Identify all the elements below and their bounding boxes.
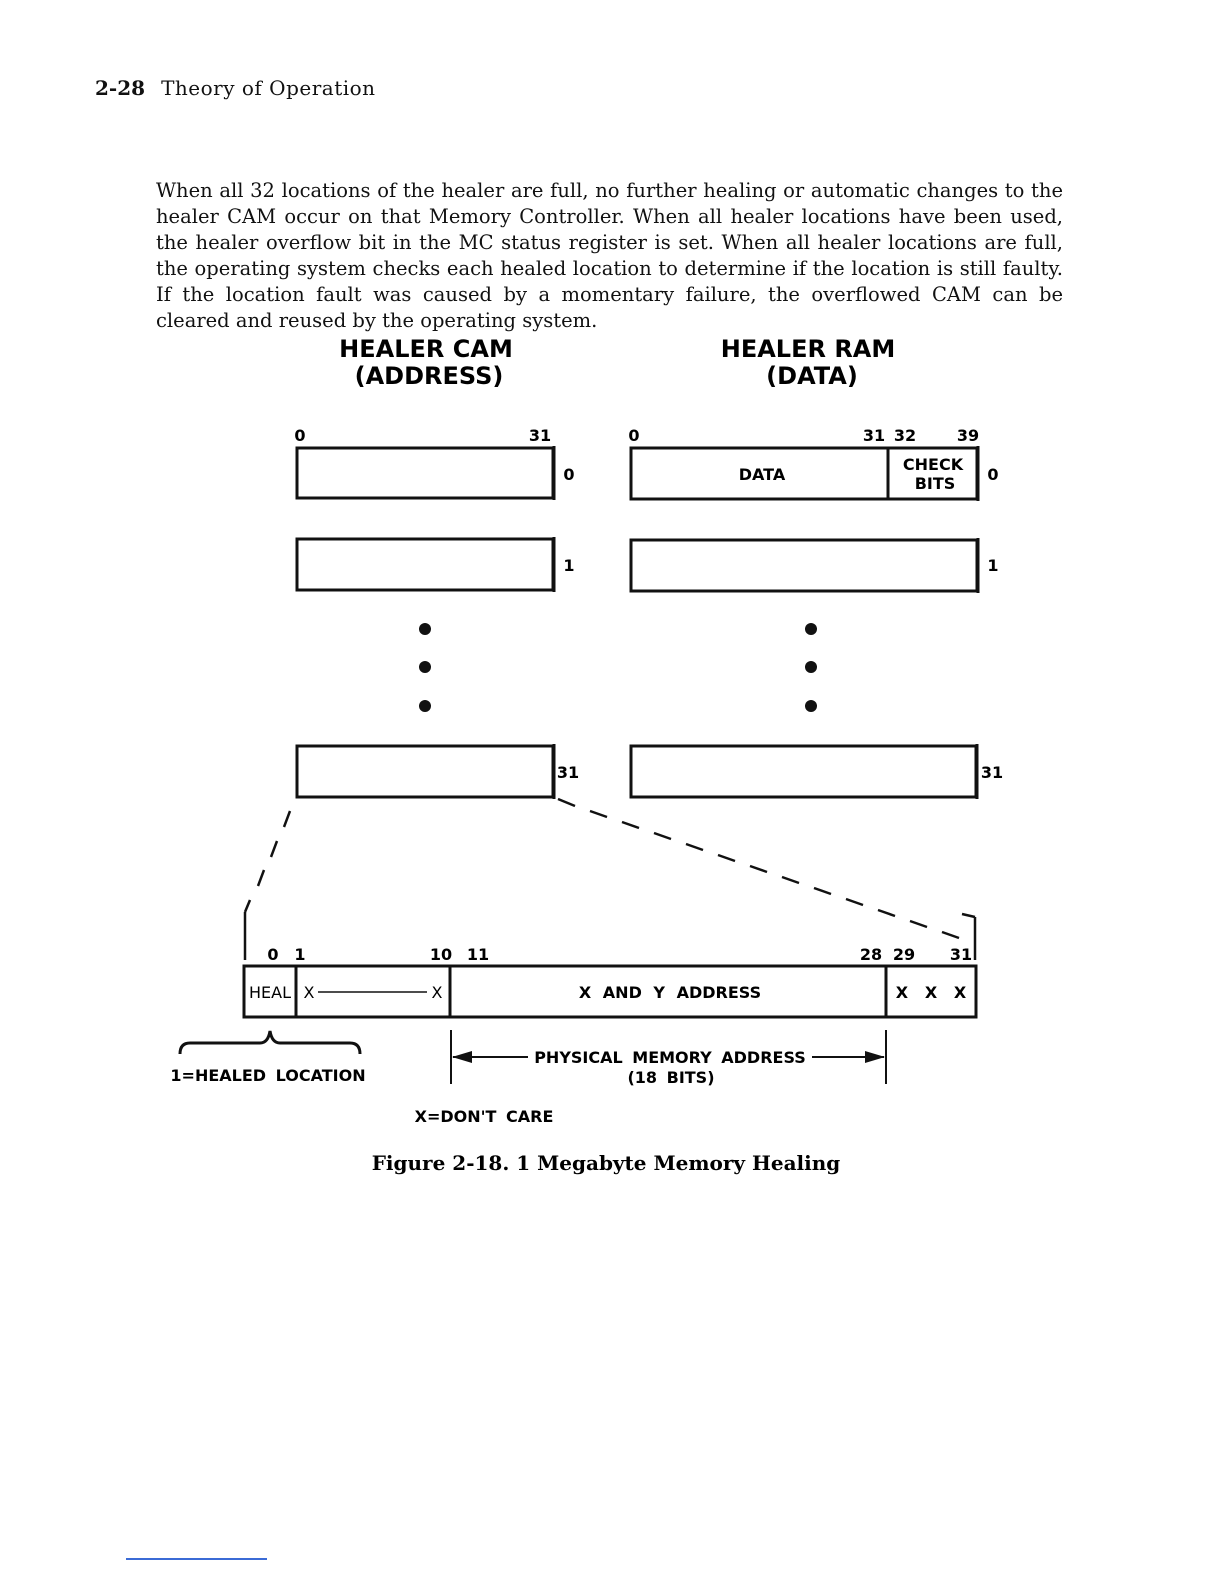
cam-entry-1 <box>297 537 554 592</box>
heal-field: HEAL <box>249 983 291 1002</box>
ram-bit-31: 31 <box>862 426 886 445</box>
heal-brace <box>180 1031 360 1054</box>
ram-bit-start: 0 <box>628 426 640 445</box>
cam-row-31: 31 <box>556 763 580 782</box>
data-label: DATA <box>738 465 786 484</box>
cam-row-1: 1 <box>563 556 575 575</box>
ram-row-0: 0 <box>987 465 999 484</box>
cam-bit-end: 31 <box>528 426 552 445</box>
dontcare-right: X <box>431 983 443 1002</box>
dontcare-left: X <box>303 983 315 1002</box>
ram-entry-1 <box>631 538 978 593</box>
addr-bit-1: 1 <box>294 945 306 964</box>
ram-entry-31 <box>631 744 977 799</box>
phys-addr-label: PHYSICAL MEMORY ADDRESS <box>534 1048 806 1067</box>
expansion-right-lines <box>558 799 975 960</box>
xy-address-field: X AND Y ADDRESS <box>578 983 762 1002</box>
addr-bit-11: 11 <box>466 945 490 964</box>
addr-bit-28: 28 <box>859 945 883 964</box>
cam-bit-start: 0 <box>294 426 306 445</box>
dont-care-note: X=DON'T CARE <box>414 1107 554 1126</box>
body-paragraph: When all 32 locations of the healer are full, no further healing or automatic changes to the healer CAM occur on that Memory Controller. When all healer locations have been used, the healer overflow bit in the MC status register is set. When all healer locations are full, the operating system checks each healed location to determine if the location is still faulty. If the location fault was caused by a momentary failure, the overflowed CAM can be cleared and reused by the operating system. <box>156 179 1063 332</box>
ram-ellipsis-dots <box>805 623 817 712</box>
ram-row-31: 31 <box>980 763 1004 782</box>
footer-rule <box>126 1558 267 1560</box>
ram-bit-32: 32 <box>893 426 917 445</box>
expansion-left-lines <box>245 811 290 960</box>
cam-entry-0 <box>297 446 554 500</box>
cam-entry-31 <box>297 744 554 799</box>
figure-caption: Figure 2-18. 1 Megabyte Memory Healing <box>371 1151 841 1175</box>
healed-location-note: 1=HEALED LOCATION <box>170 1066 366 1085</box>
addr-bit-10: 10 <box>429 945 453 964</box>
check-label: CHECK <box>902 455 964 474</box>
ram-bit-39: 39 <box>956 426 980 445</box>
addr-bit-29: 29 <box>892 945 916 964</box>
addr-bit-31: 31 <box>949 945 973 964</box>
cam-title: HEALER CAM <box>339 335 513 363</box>
ram-row-1: 1 <box>987 556 999 575</box>
cam-ellipsis-dots <box>419 623 431 712</box>
cam-row-0: 0 <box>563 465 575 484</box>
section-title: Theory of Operation <box>161 76 376 100</box>
cam-subtitle: (ADDRESS) <box>354 362 504 390</box>
ram-subtitle: (DATA) <box>766 362 858 390</box>
page-number: 2-28 <box>95 76 146 100</box>
addr-bit-0: 0 <box>267 945 279 964</box>
phys-bits-label: (18 BITS) <box>627 1068 715 1087</box>
ram-title: HEALER RAM <box>720 335 896 363</box>
tail-x-fields: X X X <box>895 983 967 1002</box>
bits-label: BITS <box>914 474 956 493</box>
